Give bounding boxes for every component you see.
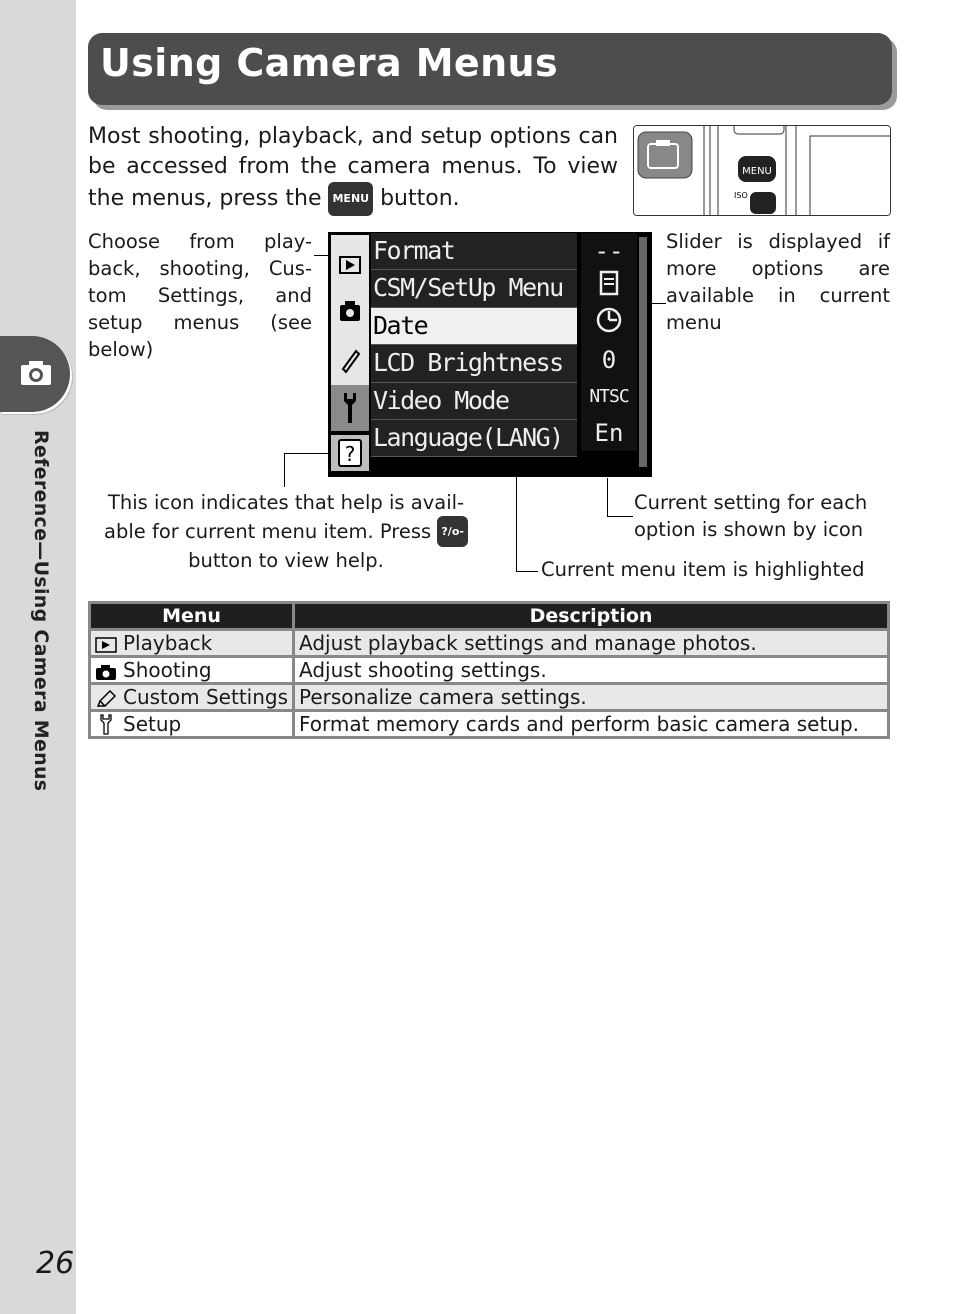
camera-icon (95, 663, 117, 681)
pencil-icon (95, 690, 117, 708)
annotation-slider: Slider is displayed if more options are available in current menu (666, 230, 890, 334)
annotation-choose-menus: Choose from play-back, shooting, Cus-tom Settings, and setup menus (see below) (88, 230, 312, 361)
table-row (91, 712, 887, 736)
lcd-menu-item[interactable]: Date (371, 308, 577, 345)
table-menu-name: Shooting (123, 658, 212, 682)
lcd-setting-value: -- (594, 237, 624, 265)
lcd-menu-screen (328, 232, 652, 477)
intro-text: Most shooting, playback, and setup options can be accessed from the camera menus. To view the menus, press the (88, 124, 618, 211)
table-description: Format memory cards and perform basic camera setup. (295, 712, 887, 736)
column-header-description: Description (295, 604, 887, 628)
title-banner (88, 33, 892, 105)
lcd-menu-item[interactable]: Video Mode (371, 383, 577, 420)
intro-paragraph (88, 122, 618, 216)
page-title: Using Camera Menus (100, 41, 559, 85)
table-menu-name: Setup (123, 712, 182, 736)
csm-setting-icon (581, 269, 637, 305)
section-label: Reference—Using Camera Menus (30, 430, 52, 792)
leader-line (284, 453, 330, 454)
leader-line (284, 453, 285, 487)
lcd-slider (639, 237, 647, 467)
table-row (91, 685, 887, 709)
playback-icon (95, 636, 117, 654)
leader-line (314, 255, 328, 256)
leader-line (607, 478, 608, 516)
lcd-value-column (581, 233, 637, 451)
annotation-help-text: This icon indicates that help is avail-able for current menu item. Press (104, 491, 465, 543)
table-row (91, 658, 887, 682)
lcd-menu-tabs (331, 235, 369, 431)
annotation-highlighted: Current menu item is highlighted (541, 558, 865, 581)
leader-line (516, 571, 538, 572)
column-header-menu: Menu (91, 604, 292, 628)
lcd-setting-value: En (594, 418, 624, 447)
leader-line (516, 475, 517, 571)
lcd-menu-list (371, 233, 577, 457)
lcd-menu-item[interactable]: Language(LANG) (371, 420, 577, 457)
annotation-help-text-end: button to view help. (188, 549, 384, 572)
pencil-icon (343, 351, 359, 372)
lcd-help-area (331, 435, 369, 471)
table-row (91, 631, 887, 655)
annotation-current-setting: Current setting for each option is shown by icon (634, 491, 868, 541)
table-description: Adjust playback settings and manage photos. (295, 631, 887, 655)
leader-line (650, 303, 666, 304)
wrench-icon (95, 713, 117, 735)
camera-menu-label: MENU (742, 166, 772, 177)
help-symbol: ? (344, 442, 356, 466)
help-button-icon: ?/o- (437, 516, 468, 547)
page-number: 26 (36, 1246, 75, 1281)
table-menu-name: Custom Settings (123, 685, 289, 709)
table-menu-name: Playback (123, 631, 213, 655)
lcd-menu-item[interactable]: CSM/SetUp Menu (371, 270, 577, 307)
intro-text-end: button. (380, 186, 460, 211)
camera-icon (20, 360, 52, 386)
menu-table (88, 601, 890, 739)
lcd-setting-value: NTSC (589, 385, 629, 407)
lcd-menu-item[interactable]: Format (371, 233, 577, 270)
table-header-row (91, 604, 887, 628)
camera-iso-label: ISO (734, 191, 748, 200)
camera-back-photo (633, 125, 891, 216)
menu-button-icon: MENU (328, 182, 373, 216)
lcd-setting-value: 0 (601, 346, 617, 375)
clock-icon (581, 306, 637, 342)
leader-line (607, 516, 633, 517)
lcd-menu-item[interactable]: LCD Brightness (371, 345, 577, 382)
annotation-help (88, 489, 484, 574)
table-description: Adjust shooting settings. (295, 658, 887, 682)
table-description: Personalize camera settings. (295, 685, 887, 709)
